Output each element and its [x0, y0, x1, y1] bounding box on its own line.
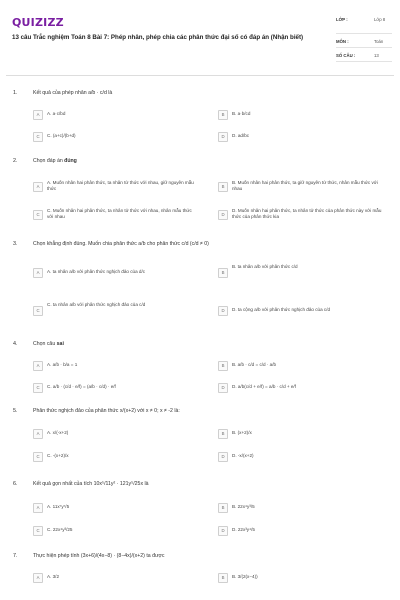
question-text-prefix: Chọn câu — [33, 341, 56, 347]
option-letter: A — [33, 268, 43, 278]
question-text-emphasis: sai — [56, 341, 64, 347]
option-letter: D — [218, 452, 228, 462]
question-text — [33, 341, 64, 347]
document-header — [6, 12, 394, 76]
option-letter: B — [218, 110, 228, 120]
option-text: A. a/b · b/a = 1 — [47, 362, 78, 367]
option-letter: D — [218, 306, 228, 316]
option-letter: B — [218, 182, 228, 192]
option-text: A. 11x⁷y⁷/5 — [47, 504, 70, 509]
question-text-prefix: Chọn đáp án — [33, 158, 63, 164]
option-text: D. ad/bc — [232, 133, 250, 138]
option-text: B. a·b/cd — [232, 111, 251, 116]
quizizz-logo[interactable]: QUIZIZZ — [12, 16, 64, 29]
option-letter: A — [33, 110, 43, 120]
option-text: D. -x/(x+2) — [232, 453, 254, 458]
option-text: B. 3/(2(x−4)) — [232, 574, 258, 579]
option-letter: B — [218, 503, 228, 513]
question-text: Thực hiện phép tính (3x+6)/(4x−8) · (8−4x)/(x+2) ta được — [33, 553, 165, 559]
option-text: A. a·c/bd — [47, 111, 66, 116]
meta-row-grade — [336, 14, 392, 34]
question-number: 6. — [13, 481, 18, 487]
option-letter: B — [218, 268, 228, 278]
option-letter: A — [33, 503, 43, 513]
question-number: 2. — [13, 158, 18, 164]
option-letter: A — [33, 573, 43, 583]
option-letter: D — [218, 526, 228, 536]
option-text: B. ta nhân a/b với phân thức c/d — [232, 264, 298, 269]
question-number: 1. — [13, 90, 18, 96]
option-text: A. x/(-x+2) — [47, 430, 69, 435]
option-letter: B — [218, 429, 228, 439]
option-text: D. Muốn nhân hai phân thức, ta nhân tử thức của phân thức này với mẫu thức của phân thức kia — [232, 208, 382, 219]
option-text: B. 22x⁴y³/5 — [232, 504, 255, 509]
option-text: C. -(x+2)/x — [47, 453, 69, 458]
meta-value: 13 — [374, 53, 379, 58]
meta-value: Toán — [374, 39, 384, 44]
option-letter: A — [33, 429, 43, 439]
option-text: A. ta nhân a/b với phân thức nghịch đảo của d/c — [47, 269, 146, 274]
question-number: 4. — [13, 341, 18, 347]
page-title: 13 câu Trắc nghiệm Toán 8 Bài 7: Phép nhân, phép chia các phân thức đại số có đáp án (Nhận biết) — [12, 34, 304, 41]
question-number: 7. — [13, 553, 18, 559]
option-text: C. Muốn nhân hai phân thức, ta nhân tử thức với nhau, nhân mẫu thức với nhau — [47, 208, 192, 219]
option-text: C. 22x⁴y³/25 — [47, 527, 73, 532]
meta-row-count — [336, 50, 392, 62]
option-letter: C — [33, 306, 43, 316]
meta-label: LỚP : — [336, 17, 348, 22]
option-text: C. (a+c)/(b+d) — [47, 133, 76, 138]
option-text: C. a/b · (c/d · e/f) = (a/b · c/d) · e/f — [47, 384, 116, 389]
meta-label: SỐ CÂU : — [336, 53, 356, 58]
option-text: B. Muốn nhân hai phân thức, ta giữ nguyên tử thức, nhân mẫu thức với nhau — [232, 180, 378, 191]
option-letter: C — [33, 526, 43, 536]
meta-row-subject — [336, 36, 392, 48]
option-letter: B — [218, 361, 228, 371]
option-text: D. 22x³y⁴/5 — [232, 527, 255, 532]
option-letter: B — [218, 573, 228, 583]
question-text: Kết quả gọn nhất của tích 10x⁵/11y² · 121y⁵/25x là — [33, 481, 149, 487]
question-text-emphasis: đúng — [64, 158, 77, 164]
meta-value: Lớp 8 — [374, 17, 386, 22]
option-letter: D — [218, 210, 228, 220]
option-letter: C — [33, 383, 43, 393]
question-text: Phân thức nghịch đảo của phân thức x/(x+2) với x ≠ 0; x ≠ -2 là: — [33, 408, 180, 414]
option-text: D. ta cộng a/b với phân thức nghịch đảo của c/d — [232, 307, 331, 312]
question-text — [33, 158, 77, 164]
option-letter: D — [218, 132, 228, 142]
question-text: Chọn khẳng định đúng. Muốn chia phân thức a/b cho phân thức c/d (c/d ≠ 0) — [33, 241, 209, 247]
meta-label: MÔN : — [336, 39, 349, 44]
option-letter: A — [33, 361, 43, 371]
option-text: A. Muốn nhân hai phân thức, ta nhân tử thức với nhau, giữ nguyên mẫu thức — [47, 180, 194, 191]
option-letter: C — [33, 132, 43, 142]
option-text: A. 3/2 — [47, 574, 60, 579]
question-text: Kết quả của phép nhân a/b · c/d là — [33, 90, 113, 96]
option-text: B. a/b · c/d = c/d · a/b — [232, 362, 277, 367]
option-letter: C — [33, 452, 43, 462]
option-text: D. a/b(c/d + e/f) = a/b · c/d + e/f — [232, 384, 296, 389]
question-number: 3. — [13, 241, 18, 247]
question-number: 5. — [13, 408, 18, 414]
option-letter: A — [33, 182, 43, 192]
option-letter: D — [218, 383, 228, 393]
option-letter: C — [33, 210, 43, 220]
option-text: C. ta nhân a/b với phân thức nghịch đảo của c/d — [47, 302, 146, 307]
option-text: B. (x+2)/x — [232, 430, 252, 435]
